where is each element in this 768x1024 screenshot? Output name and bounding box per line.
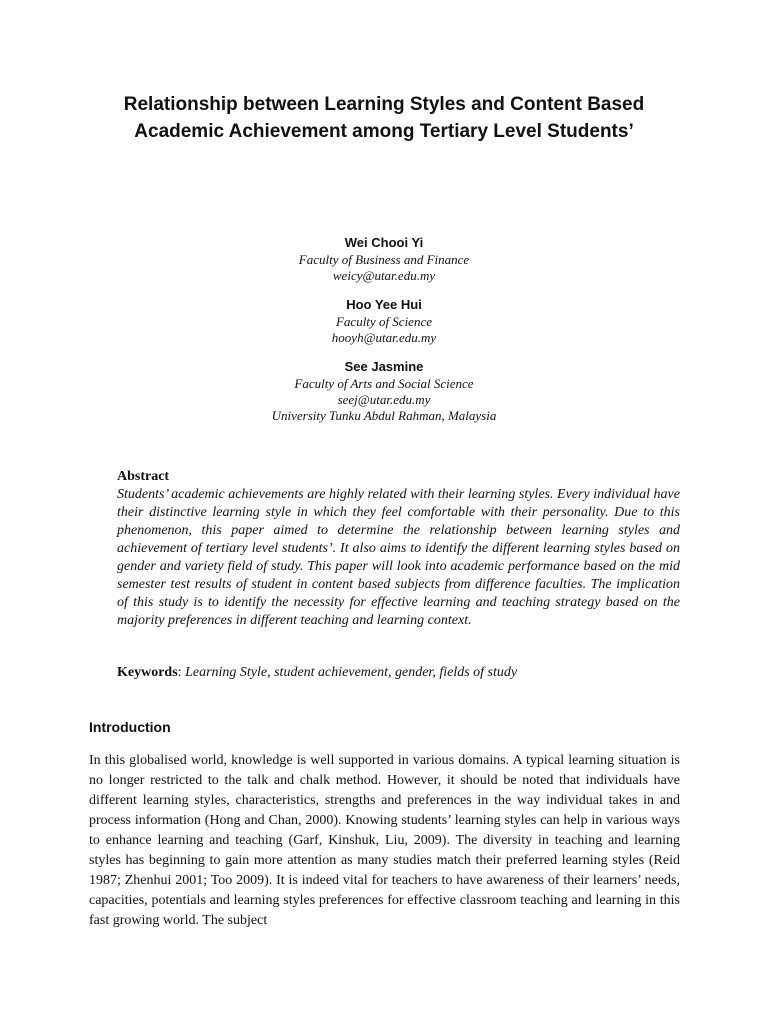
author-faculty: Faculty of Arts and Social Science bbox=[294, 376, 474, 391]
author-university: University Tunku Abdul Rahman, Malaysia bbox=[271, 408, 497, 423]
paper-title bbox=[60, 91, 708, 145]
author-faculty: Faculty of Business and Finance bbox=[298, 252, 470, 267]
author-faculty: Faculty of Science bbox=[335, 314, 432, 329]
section-heading-introduction: Introduction bbox=[89, 719, 171, 735]
title-line-1: Relationship between Learning Styles and Content Based bbox=[123, 94, 645, 115]
author-name: See Jasmine bbox=[344, 359, 424, 374]
author-block bbox=[0, 233, 768, 284]
author-email: seej@utar.edu.my bbox=[337, 392, 431, 407]
author-list bbox=[0, 233, 768, 435]
keywords-line bbox=[117, 664, 680, 682]
keywords-separator: : bbox=[177, 665, 186, 680]
author-name: Wei Chooi Yi bbox=[344, 235, 424, 250]
title-line-2: Academic Achievement among Tertiary Level Students’ bbox=[134, 121, 634, 142]
author-name: Hoo Yee Hui bbox=[346, 297, 422, 312]
introduction-paragraph: In this globalised world, knowledge is well supported in various domains. A typical learning situation is no longer restricted to the talk and chalk method. However, it should be noted that individuals have different learning styles, characteristics, strengths and preferences in the way individual takes in and process information (Hong and Chan, 2000). Knowing students’ learning styles can help in various ways to enhance learning and teaching (Garf, Kinshuk, Liu, 2009). The diversity in teaching and learning styles has beginning to gain more attention as many studies match their preferred learning styles (Reid 1987; Zhenhui 2001; Too 2009). It is indeed vital for teachers to have awareness of their learners’ needs, capacities, potentials and learning styles preferences for effective classroom teaching and learning in this fast growing world. The subject bbox=[89, 753, 680, 928]
author-email: hooyh@utar.edu.my bbox=[331, 330, 437, 345]
abstract-text: Students’ academic achievements are highly related with their learning styles. Every individual have their distinctive learning style in which they feel comfortable with their personality. Due to this phenomenon, this paper aimed to determine the relationship between learning styles and achievement of tertiary level students’. It also aims to identify the different learning styles based on gender and variety field of study. This paper will look into academic performance based on the mid semester test results of student in content based subjects from difference faculties. The implication of this study is to identify the necessity for effective learning and teaching strategy based on the majority preferences in different teaching and learning context. bbox=[117, 487, 680, 628]
author-block bbox=[0, 295, 768, 346]
abstract-heading: Abstract bbox=[117, 469, 170, 484]
keywords-text: Learning Style, student achievement, gender, fields of study bbox=[185, 665, 518, 680]
author-email: weicy@utar.edu.my bbox=[332, 268, 436, 283]
keywords-label: Keywords bbox=[117, 665, 178, 680]
author-block bbox=[0, 357, 768, 424]
abstract-section bbox=[117, 468, 680, 630]
